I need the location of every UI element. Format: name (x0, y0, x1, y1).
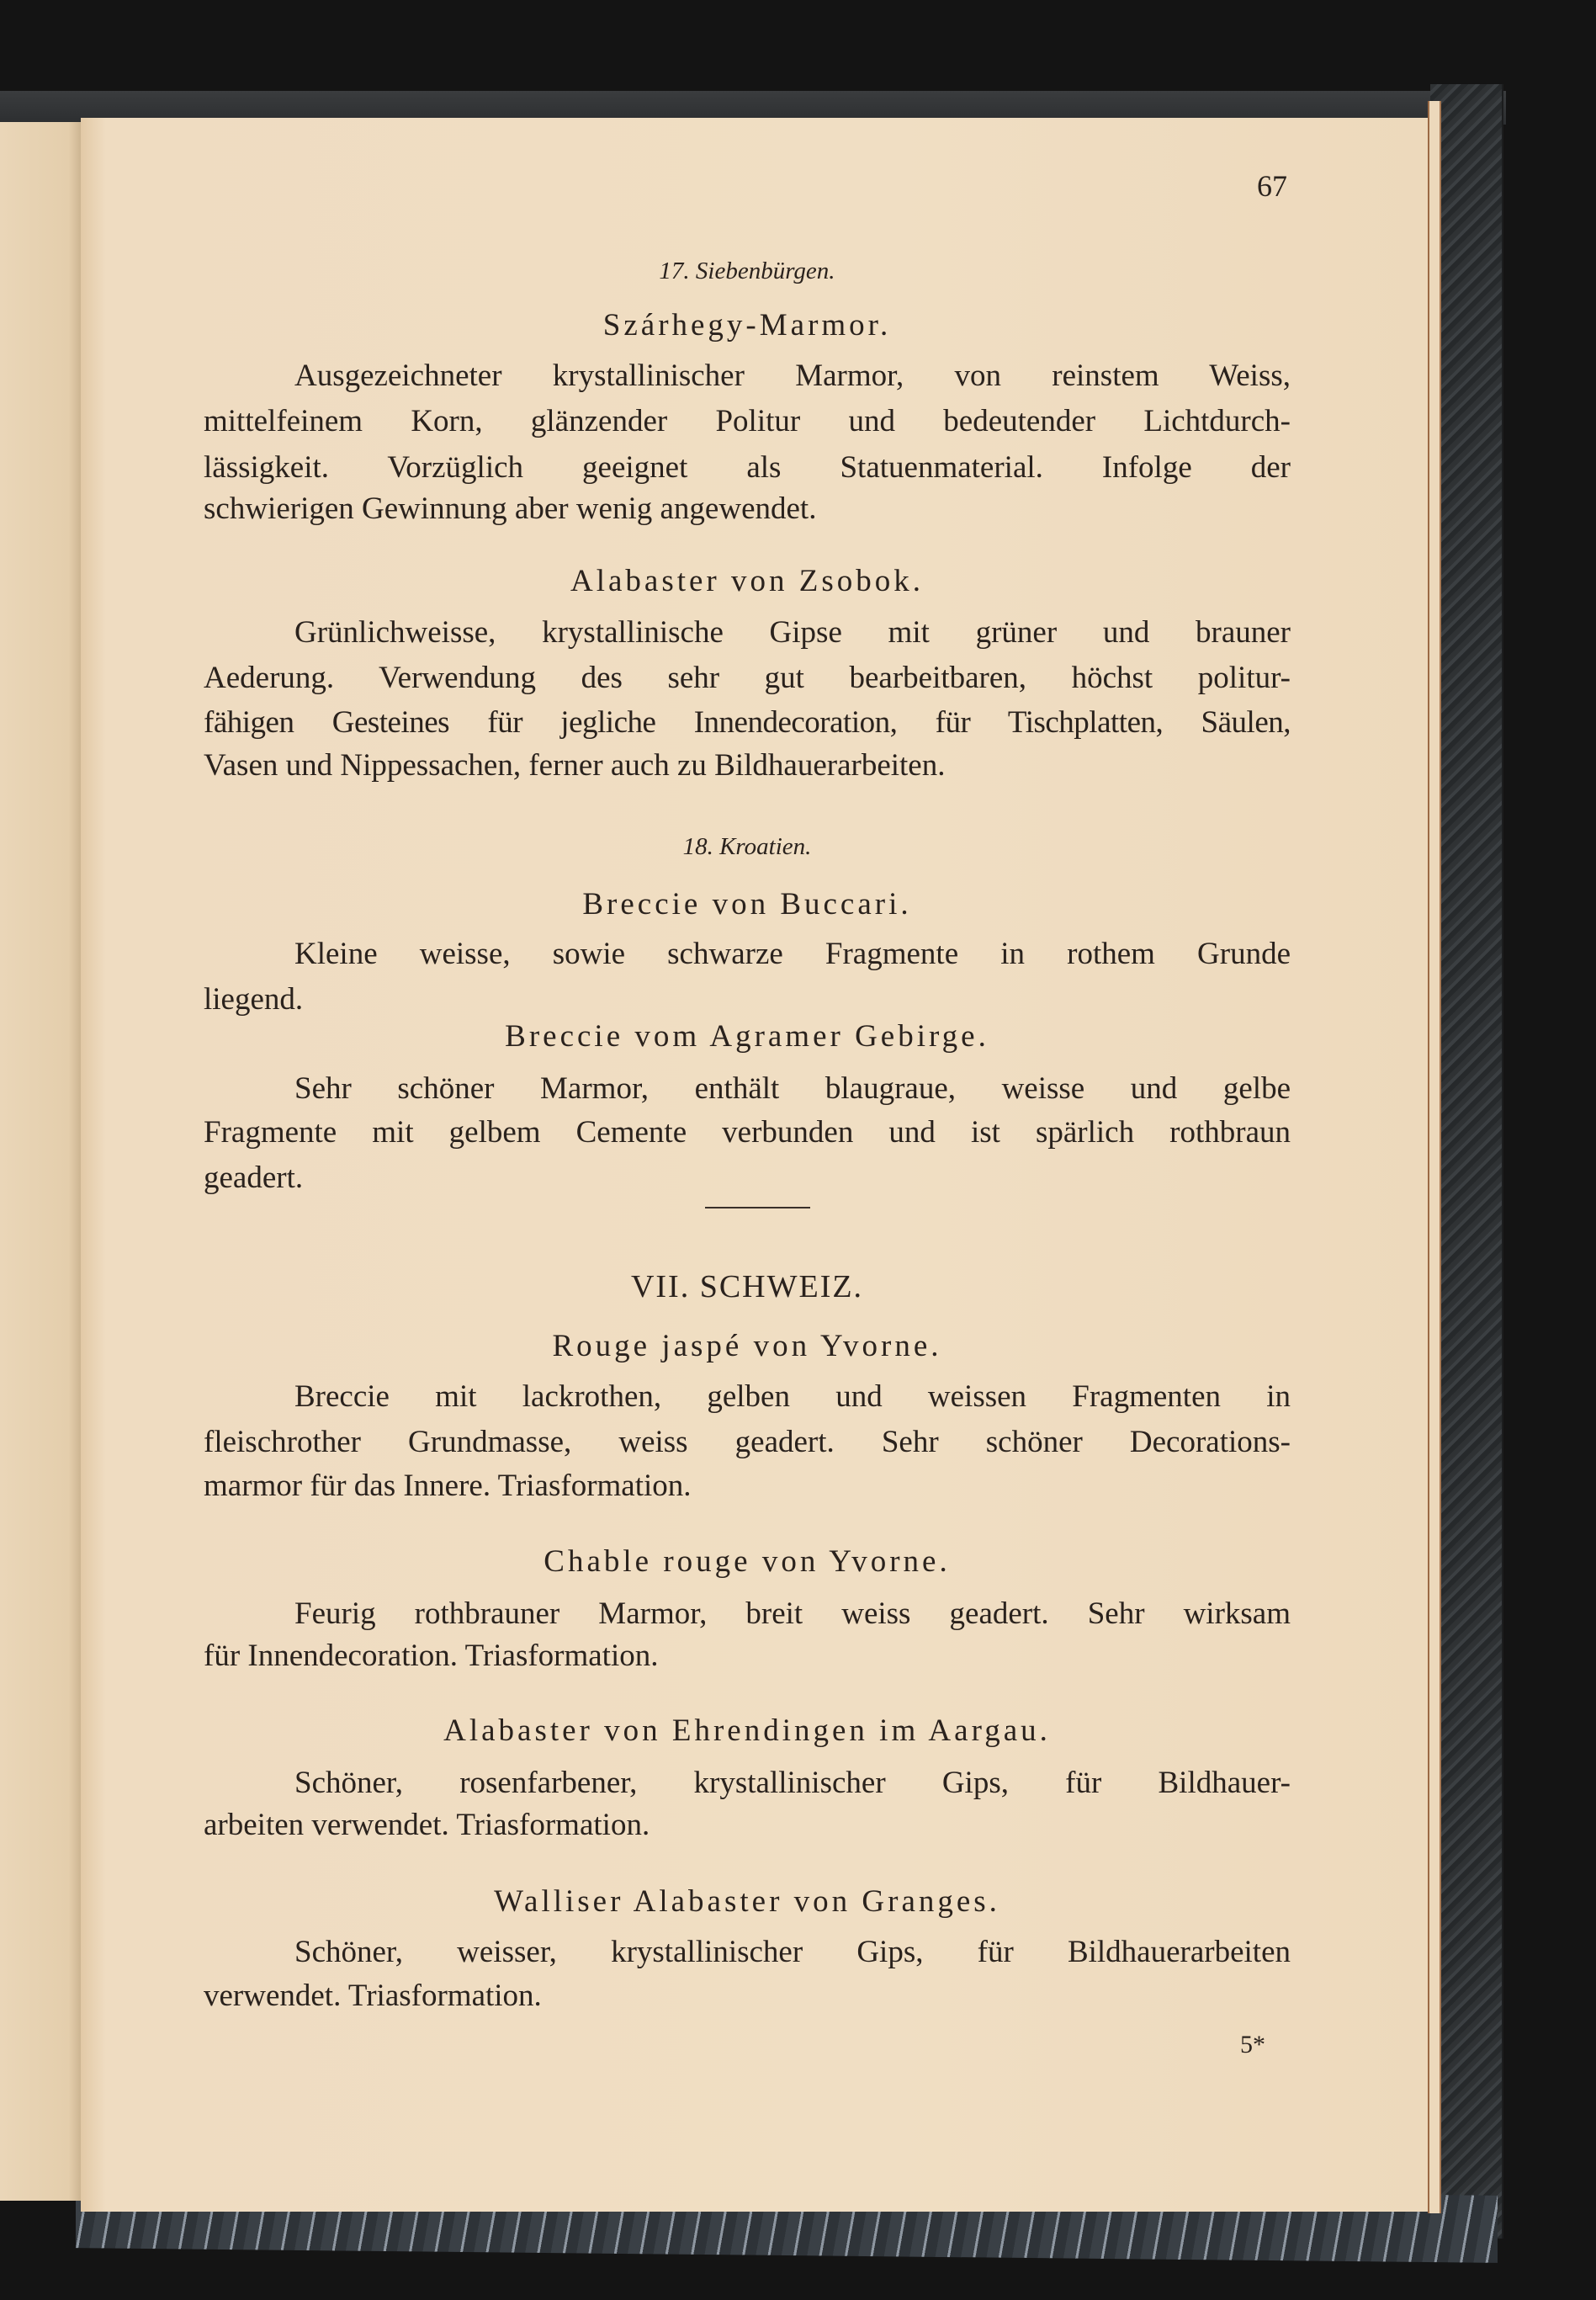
page-fore-edge (1428, 101, 1441, 2213)
entry-heading: Breccie von Buccari. (582, 887, 912, 922)
entry-heading: Szárhegy-Marmor. (602, 308, 892, 343)
text-line: mittelfeinem Korn, glänzender Politur und bedeutender Lichtdurch- (204, 404, 1291, 438)
entry-heading: Chable rouge von Yvorne. (543, 1544, 951, 1579)
text-line: Schöner, rosenfarbener, krystallinischer Gips, für Bildhauer- (294, 1766, 1291, 1800)
text-line: für Innendecoration. Triasformation. (204, 1639, 659, 1673)
text-line: liegend. (204, 982, 304, 1017)
entry-heading: Walliser Alabaster von Granges. (494, 1884, 1000, 1919)
text-line: verwendet. Triasformation. (204, 1979, 542, 2013)
text-line: Grünlichweisse, krystallinische Gipse mit grüner und brauner (294, 615, 1291, 650)
section-divider (705, 1207, 810, 1208)
text-line: schwierigen Gewinnung aber wenig angewendet. (204, 491, 817, 526)
section-title: 18. Kroatien. (682, 833, 812, 860)
entry-heading: Rouge jaspé von Yvorne. (552, 1329, 942, 1363)
signature-mark: 5* (1240, 2031, 1265, 2058)
text-line: marmor für das Innere. Triasformation. (204, 1469, 692, 1503)
text-line: fähigen Gesteines für jegliche Innendecoration, für Tischplatten, Säulen, (204, 705, 1291, 740)
text-line: Fragmente mit gelbem Cemente verbunden und ist spärlich rothbraun (204, 1115, 1291, 1150)
text-line: Schöner, weisser, krystallinischer Gips, für Bildhauerarbeiten (294, 1935, 1291, 1969)
chapter-title: VII. SCHWEIZ. (630, 1269, 864, 1304)
text-line: Aederung. Verwendung des sehr gut bearbeitbaren, höchst politur- (204, 661, 1291, 695)
text-line: Ausgezeichneter krystallinischer Marmor, von reinstem Weiss, (294, 359, 1291, 393)
text-line: geadert. (204, 1161, 304, 1195)
entry-heading: Alabaster von Zsobok. (570, 564, 925, 598)
text-line: lässigkeit. Vorzüglich geeignet als Statuenmaterial. Infolge der (204, 450, 1291, 485)
text-line: Sehr schöner Marmor, enthält blaugraue, weisse und gelbe (294, 1071, 1291, 1106)
text-line: arbeiten verwendet. Triasformation. (204, 1808, 650, 1842)
book-cover-marbled-edge (1430, 84, 1503, 2239)
text-line: Breccie mit lackrothen, gelben und weissen Fragmenten in (294, 1379, 1291, 1414)
entry-heading: Alabaster von Ehrendingen im Aargau. (443, 1713, 1051, 1748)
text-line: Feurig rothbrauner Marmor, breit weiss geadert. Sehr wirksam (294, 1596, 1291, 1631)
left-page-edge (0, 122, 81, 2201)
entry-heading: Breccie vom Agramer Gebirge. (505, 1019, 989, 1054)
text-line: fleischrother Grundmasse, weiss geadert. Sehr schöner Decorations- (204, 1425, 1291, 1459)
text-line: Vasen und Nippessachen, ferner auch zu Bildhauerarbeiten. (204, 748, 946, 783)
section-title: 17. Siebenbürgen. (659, 258, 835, 284)
page-number: 67 (1257, 169, 1287, 203)
text-line: Kleine weisse, sowie schwarze Fragmente in rothem Grunde (294, 937, 1291, 971)
